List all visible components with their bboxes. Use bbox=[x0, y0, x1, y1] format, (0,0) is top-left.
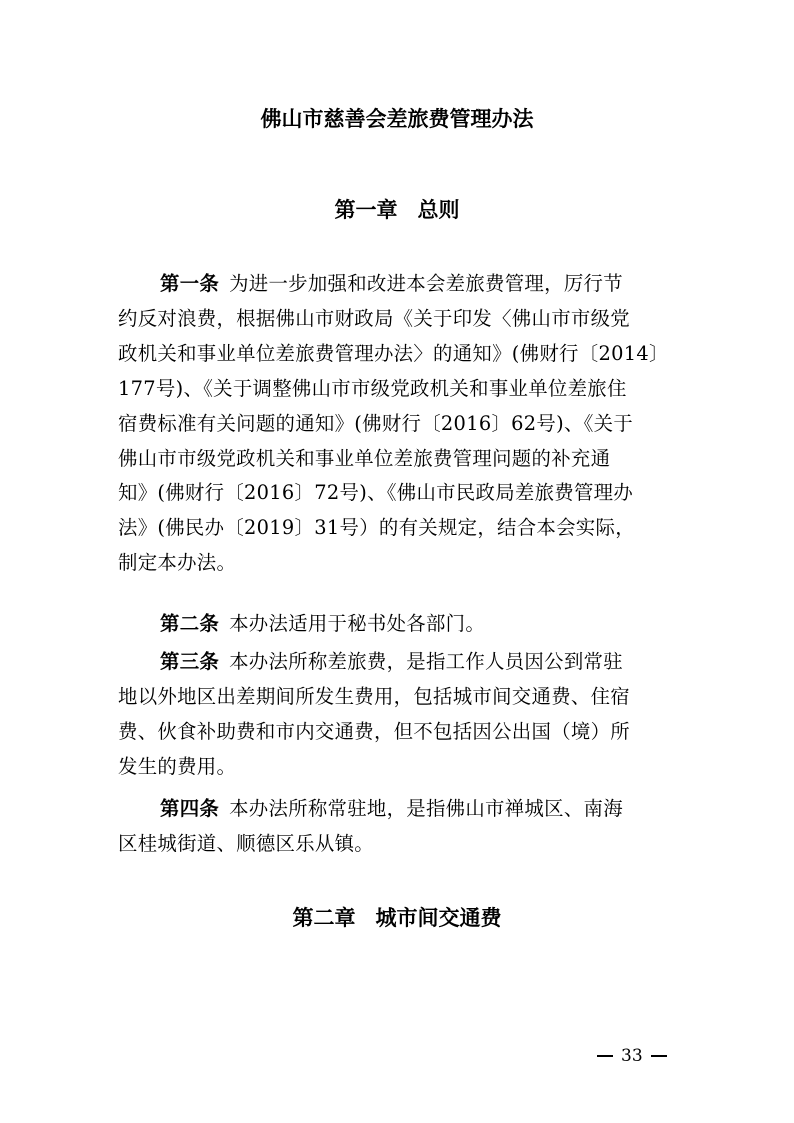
chapter-1-number: 第一章 bbox=[334, 197, 398, 222]
dash-left-icon bbox=[597, 1055, 613, 1057]
article-3-line: 发生的费用。 bbox=[118, 754, 237, 778]
article-2-label: 第二条 bbox=[160, 612, 220, 635]
article-1-line: 佛山市市级党政机关和事业单位差旅费管理问题的补充通 bbox=[118, 446, 611, 470]
article-4-line: 本办法所称常驻地，是指佛山市禅城区、南海 bbox=[229, 797, 623, 820]
article-1-line: 法》(佛民办〔2019〕31号）的有关规定，结合本会实际， bbox=[118, 516, 635, 540]
chapter-2-title: 城市间交通费 bbox=[375, 905, 502, 930]
chapter-2-number: 第二章 bbox=[292, 905, 356, 930]
article-1-line: 约反对浪费，根据佛山市财政局《关于印发〈佛山市市级党 bbox=[118, 306, 630, 330]
article-1 bbox=[118, 267, 678, 581]
article-1-line: 政机关和事业单位差旅费管理办法〉的通知》(佛财行〔2014〕 bbox=[118, 341, 669, 365]
document-title: 佛山市慈善会差旅费管理办法 bbox=[260, 107, 534, 131]
article-1-line: 宿费标准有关问题的通知》(佛财行〔2016〕62号)、《关于 bbox=[118, 411, 634, 435]
article-3 bbox=[118, 645, 678, 785]
article-1-line: 知》(佛财行〔2016〕72号)、《佛山市民政局差旅费管理办 bbox=[118, 481, 634, 505]
page-number-value: 33 bbox=[621, 1046, 643, 1066]
article-4-line: 区桂城街道、顺德区乐从镇。 bbox=[118, 831, 374, 855]
page-number bbox=[597, 1044, 677, 1068]
article-4-label: 第四条 bbox=[160, 797, 220, 820]
article-1-line: 为进一步加强和改进本会差旅费管理，厉行节 bbox=[229, 272, 623, 295]
chapter-1-title: 总则 bbox=[417, 197, 460, 222]
article-4 bbox=[118, 792, 678, 862]
article-3-label: 第三条 bbox=[160, 650, 220, 673]
article-2 bbox=[118, 607, 678, 642]
dash-right-icon bbox=[651, 1055, 667, 1057]
article-3-line: 本办法所称差旅费，是指工作人员因公到常驻 bbox=[229, 650, 623, 673]
chapter-1-heading bbox=[0, 194, 794, 226]
chapter-2-heading bbox=[0, 902, 794, 934]
article-3-line: 地以外地区出差期间所发生费用，包括城市间交通费、住宿 bbox=[118, 684, 630, 708]
article-1-label: 第一条 bbox=[160, 272, 220, 295]
article-3-line: 费、伙食补助费和市内交通费，但不包括因公出国（境）所 bbox=[118, 719, 630, 743]
article-1-line: 177号)、《关于调整佛山市市级党政机关和事业单位差旅住 bbox=[118, 376, 627, 400]
article-1-line: 制定本办法。 bbox=[118, 551, 237, 575]
article-2-text: 本办法适用于秘书处各部门。 bbox=[229, 612, 486, 635]
